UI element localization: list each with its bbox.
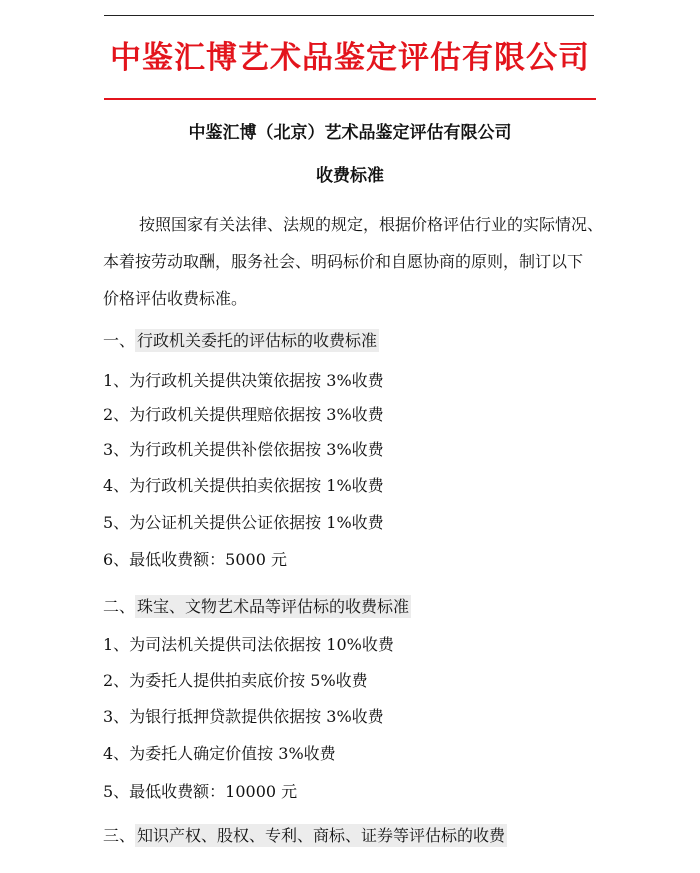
list-item: 5、为公证机关提供公证依据按 1%收费 bbox=[103, 513, 384, 532]
section-heading-3 bbox=[103, 823, 507, 849]
section-heading-text: 珠宝、文物艺术品等评估标的收费标准 bbox=[137, 597, 410, 616]
intro-line: 本着按劳动取酬，服务社会、明码标价和自愿协商的原则，制订以下 bbox=[103, 252, 584, 271]
section-number: 三、 bbox=[103, 826, 136, 845]
section-heading-2 bbox=[103, 594, 411, 620]
list-item: 6、最低收费额：5000 元 bbox=[103, 550, 287, 569]
list-item: 4、为委托人确定价值按 3%收费 bbox=[103, 744, 336, 763]
intro-paragraph bbox=[103, 206, 603, 317]
list-item: 2、为行政机关提供理赔依据按 3%收费 bbox=[103, 405, 384, 424]
intro-line: 价格评估收费标准。 bbox=[103, 289, 248, 308]
section-heading-text: 行政机关委托的评估标的收费标准 bbox=[137, 331, 378, 350]
list-item: 1、为司法机关提供司法依据按 10%收费 bbox=[103, 635, 394, 654]
list-item: 5、最低收费额：10000 元 bbox=[103, 782, 298, 801]
list-item: 2、为委托人提供拍卖底价按 5%收费 bbox=[103, 671, 368, 690]
list-item: 1、为行政机关提供决策依据按 3%收费 bbox=[103, 371, 384, 390]
document-title: 收费标准 bbox=[316, 166, 384, 186]
list-item: 3、为行政机关提供补偿依据按 3%收费 bbox=[103, 440, 384, 459]
section-number: 一、 bbox=[103, 331, 136, 350]
top-rule bbox=[104, 15, 594, 16]
intro-line: 按照国家有关法律、法规的规定，根据价格评估行业的实际情况、 bbox=[139, 215, 604, 234]
list-item: 4、为行政机关提供拍卖依据按 1%收费 bbox=[103, 476, 384, 495]
letterhead-title: 中鉴汇博艺术品鉴定评估有限公司 bbox=[110, 40, 590, 76]
letterhead-red-rule bbox=[104, 98, 596, 100]
company-name: 中鉴汇博（北京）艺术品鉴定评估有限公司 bbox=[188, 123, 512, 143]
list-item: 3、为银行抵押贷款提供依据按 3%收费 bbox=[103, 707, 384, 726]
section-heading-text: 知识产权、股权、专利、商标、证券等评估标的收费 bbox=[137, 826, 506, 845]
section-number: 二、 bbox=[103, 597, 136, 616]
section-heading-1 bbox=[103, 328, 379, 354]
